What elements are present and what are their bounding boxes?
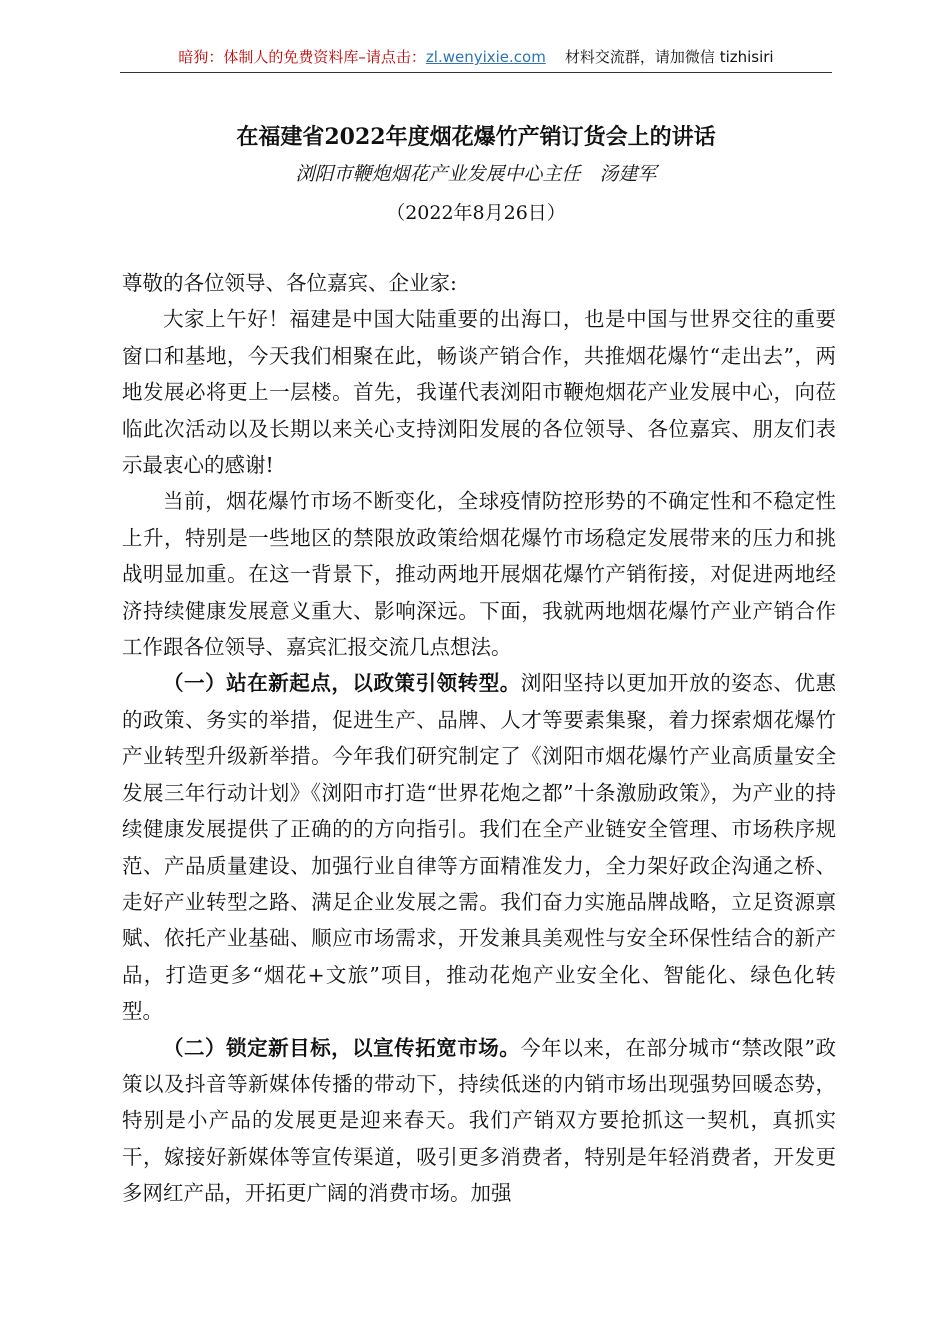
header-prompt: –请点击： <box>358 48 426 66</box>
header-contact: 材料交流群，请加微信 tizhisiri <box>564 48 774 66</box>
section-text-1: 浏阳坚持以更加开放的姿态、优惠的政策、务实的举措，促进生产、品牌、人才等要素集聚，着力探索烟花爆竹产业转型升级新举措。今年我们研究制定了《浏阳市烟花爆竹产业高质量安全发展三年行动计划》《浏阳市打造“世界花炮之都”十条激励政策》，为产业的持续健康发展提供了正确的的方向指引。我们在全产业链安全管理、市场秩序规范、产品质量建设、加强行业自律等方面精准发力，全力架好政企沟通之桥、走好产业转型之路、满足企业发展之需。我们奋力实施品牌战略，立足资源禀赋、依托产业基础、顺应市场需求，开发兼具美观性与安全环保性结合的新产品，打造更多“烟花+文旅”项目，推动花炮产业安全化、智能化、绿色化转型。 <box>122 671 837 1024</box>
document-title: 在福建省2022年度烟花爆竹产销订货会上的讲话 <box>236 124 716 150</box>
paragraph-3 <box>122 665 836 1029</box>
section-text-2: 今年以来，在部分城市“禁改限”政策以及抖音等新媒体传播的带动下，持续低迷的内销市场出现强势回暖态势，特别是小产品的发展更是迎来春天。我们产销双方要抢抓这一契机，真抓实干，嫁接好新媒体等宣传渠道，吸引更多消费者，特别是年轻消费者，开发更多网红产品，开拓更广阔的消费市场。加强 <box>122 1035 836 1206</box>
header-brand: 暗狗：体制人的免费资料库 <box>178 48 359 66</box>
paragraph-2: 当前，烟花爆竹市场不断变化，全球疫情防控形势的不确定性和不稳定性上升，特别是一些地区的禁限放政策给烟花爆竹市场稳定发展带来的压力和挑战明显加重。在这一背景下，推动两地开展烟花爆竹产销衔接，对促进两地经济持续健康发展意义重大、影响深远。下面，我就两地烟花爆竹产业产销合作工作跟各位领导、嘉宾汇报交流几点想法。 <box>122 489 836 660</box>
header-link[interactable]: zl.wenyixie.com <box>425 48 546 66</box>
section-heading-1: （一）站在新起点，以政策引领转型。 <box>163 671 521 696</box>
paragraph-4 <box>122 1030 836 1212</box>
salutation: 尊敬的各位领导、各位嘉宾、企业家: <box>122 271 457 295</box>
section-heading-2: （二）锁定新目标，以宣传拓宽市场。 <box>163 1035 521 1060</box>
header-divider <box>120 72 832 73</box>
paragraph-1: 大家上午好！福建是中国大陆重要的出海口，也是中国与世界交往的重要窗口和基地，今天我们相聚在此，畅谈产销合作，共推烟花爆竹“走出去”，两地发展必将更上一层楼。首先，我谨代表浏阳市鞭炮烟花产业发展中心，向莅临此次活动以及长期以来关心支持浏阳发展的各位领导、各位嘉宾、朋友们表示最衷心的感谢! <box>122 307 836 478</box>
document-date: （2022年8月26日） <box>386 202 566 224</box>
document-author: 浏阳市鞭炮烟花产业发展中心主任 汤建军 <box>295 163 657 185</box>
page-header <box>120 46 832 68</box>
document-body <box>122 265 836 1212</box>
